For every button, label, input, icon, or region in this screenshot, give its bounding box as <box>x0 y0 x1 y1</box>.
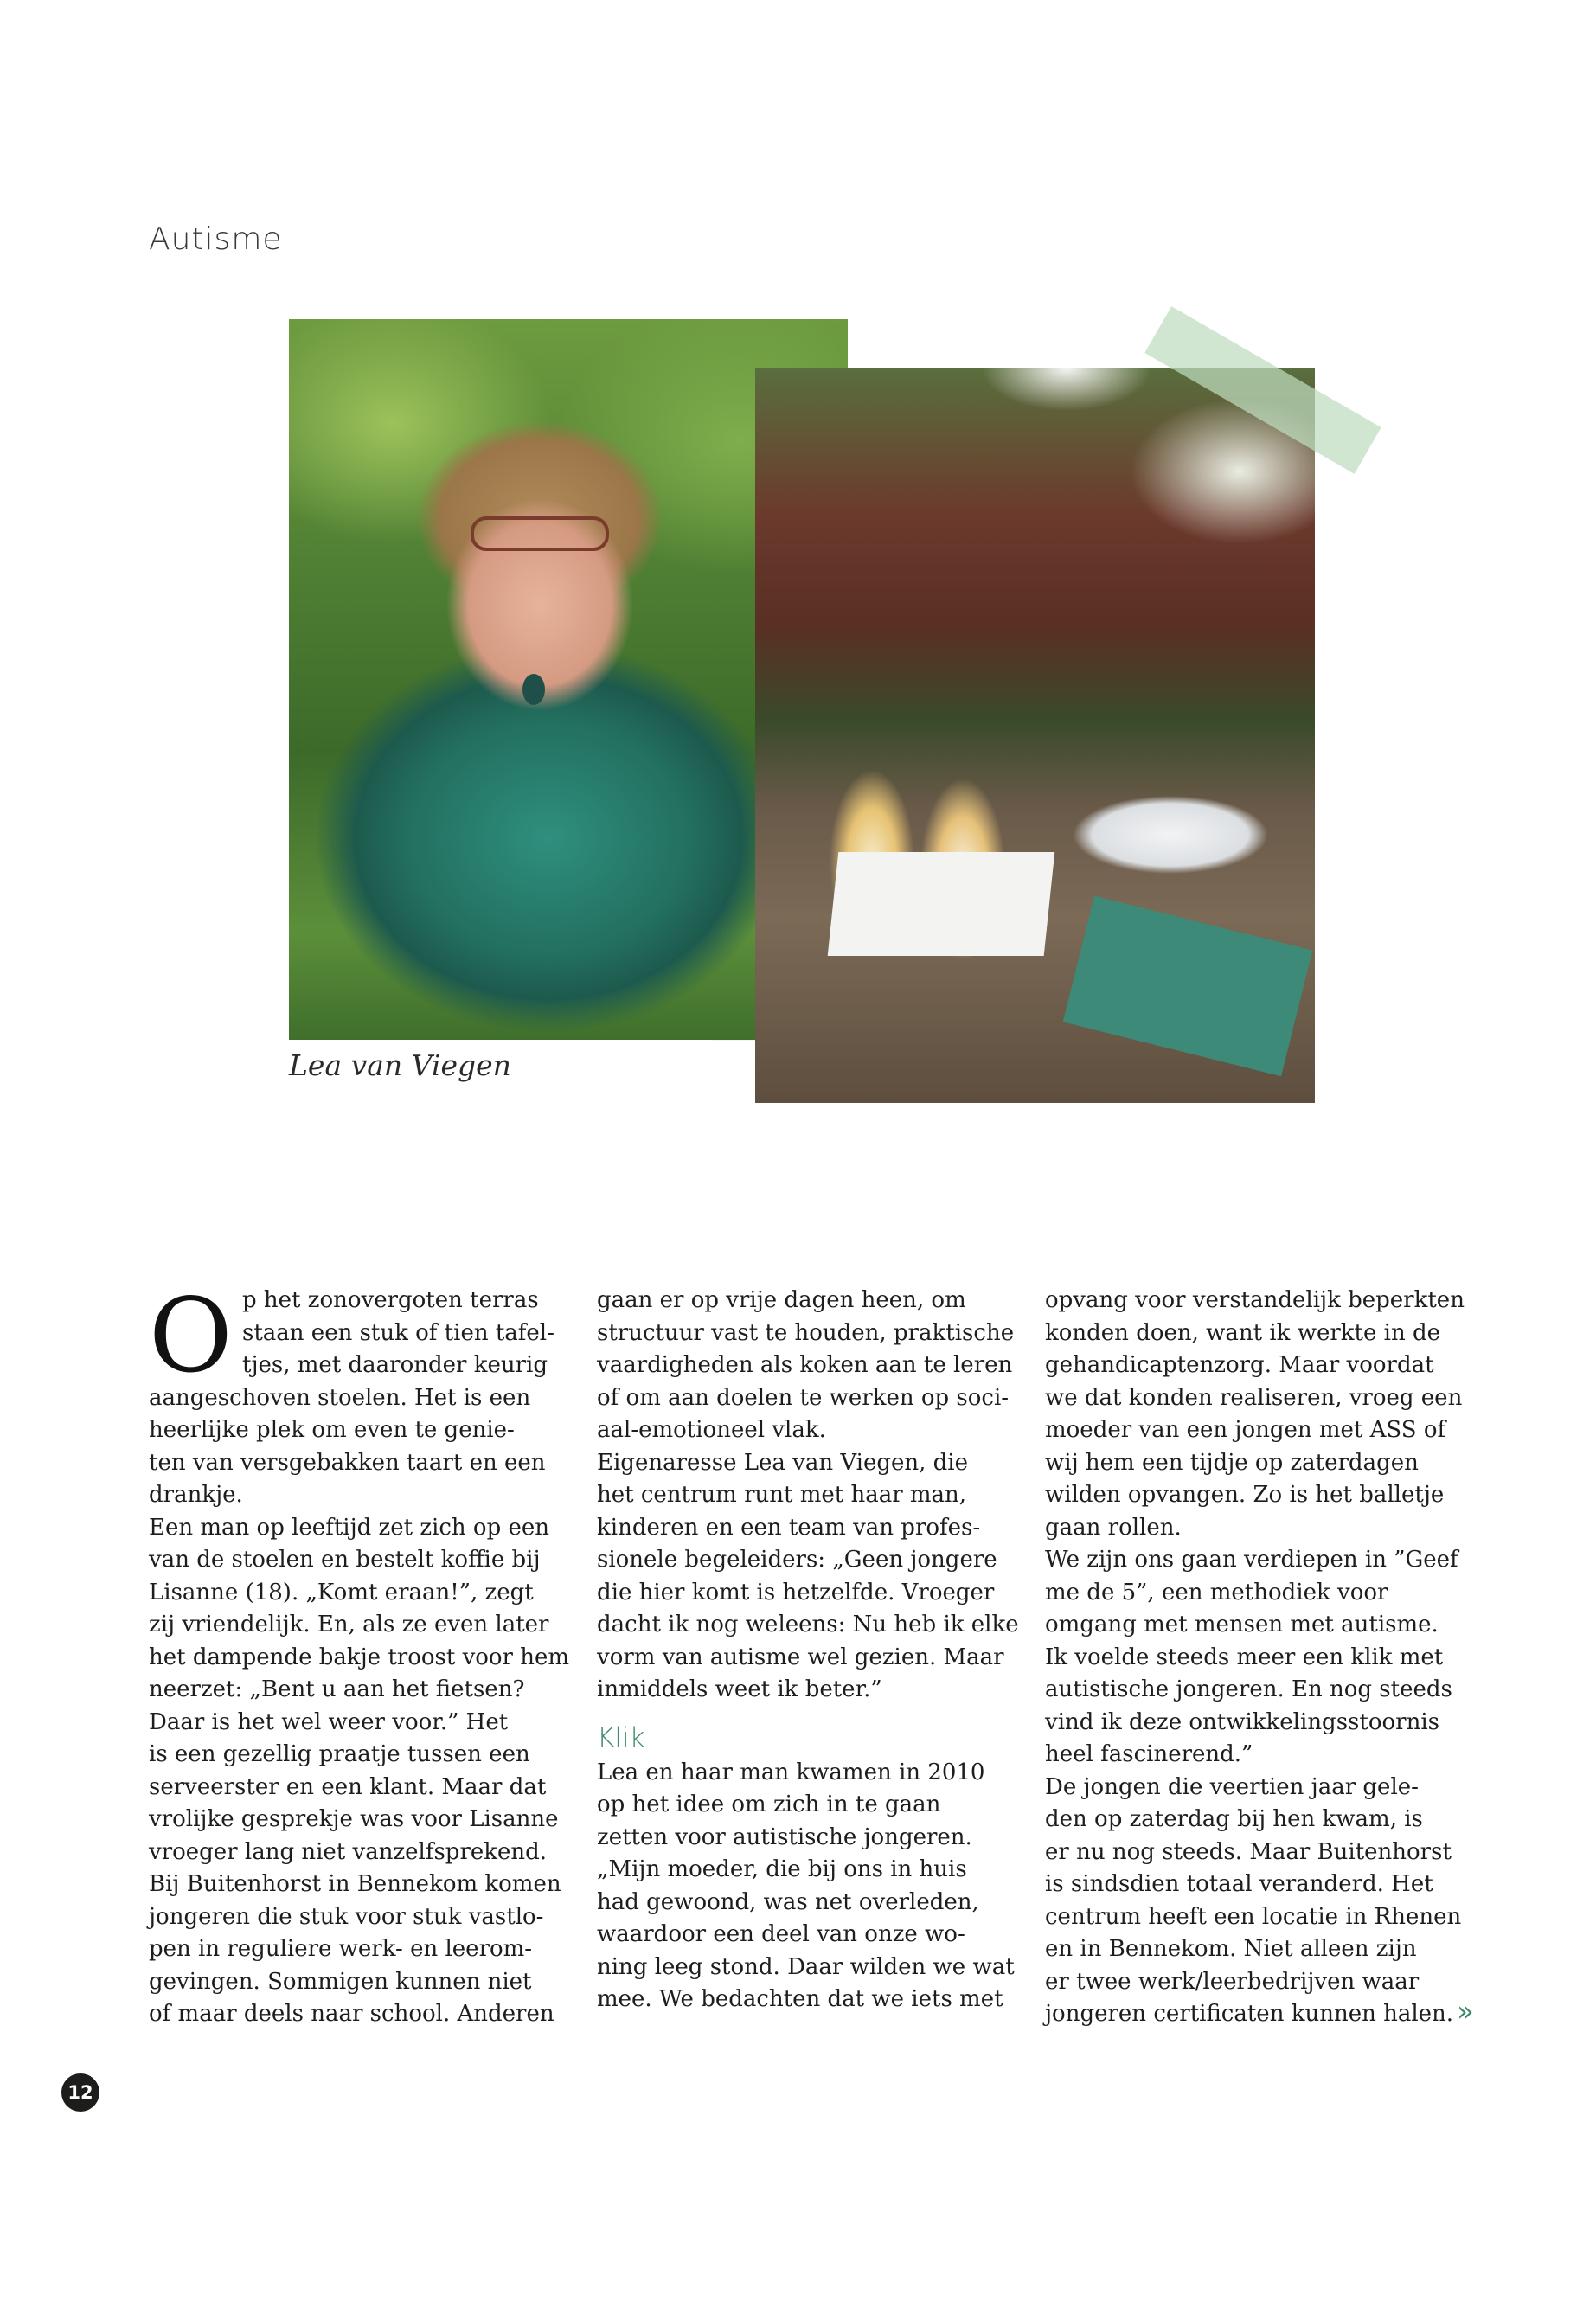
text-line: moeder van een jongen met ASS of <box>1045 1417 1446 1443</box>
text-line: die hier komt is hetzelfde. Vroeger <box>597 1579 995 1606</box>
text-line: Eigenaresse Lea van Viegen, die <box>597 1449 969 1476</box>
glasses-detail <box>471 516 609 551</box>
text-line: wilden opvangen. Zo is het balletje <box>1045 1482 1445 1508</box>
text-line: op het idee om zich in te gaan <box>597 1791 941 1817</box>
text-line: tjes, met daaronder keurig <box>242 1352 548 1378</box>
text-line: drankje. <box>149 1482 243 1508</box>
text-line: zetten voor autistische jongeren. <box>597 1823 972 1850</box>
text-line: p het zonovergoten terras <box>242 1287 539 1313</box>
text-line: Lea en haar man kwamen in 2010 <box>597 1759 985 1785</box>
text-line: vind ik deze ontwikkelingsstoornis <box>1045 1708 1439 1735</box>
text-line: het centrum runt met haar man, <box>597 1482 967 1508</box>
text-line: opvang voor verstandelijk beperkten <box>1045 1287 1465 1313</box>
text-line: is sindsdien totaal veranderd. Het <box>1045 1871 1433 1897</box>
card-detail <box>1063 896 1313 1076</box>
text-line: pen in reguliere werk- en leerom- <box>149 1936 533 1962</box>
text-line: inmiddels weet ik beter.” <box>597 1676 882 1702</box>
text-line: staan een stuk of tien tafel- <box>242 1319 554 1346</box>
text-line: er nu nog steeds. Maar Buitenhorst <box>1045 1838 1452 1865</box>
text-line: konden doen, want ik werkte in de <box>1045 1319 1440 1346</box>
text-line: aal-emotioneel vlak. <box>597 1417 826 1443</box>
photo-caption: Lea van Viegen <box>289 1048 511 1082</box>
text-line: ning leeg stond. Daar wilden we wat <box>597 1953 1015 1980</box>
text-line: Ik voelde steeds meer een klik met <box>1045 1644 1444 1670</box>
text-line: Daar is het wel weer voor.” Het <box>149 1708 509 1735</box>
text-line: is een gezellig praatje tussen een <box>149 1741 530 1767</box>
text-line: gaan er op vrije dagen heen, om <box>597 1287 966 1313</box>
text-line: vorm van autisme wel gezien. Maar <box>597 1644 1004 1670</box>
text-line: vrolijke gesprekje was voor Lisanne <box>149 1806 559 1832</box>
text-line: heel fascinerend.” <box>1045 1741 1253 1767</box>
text-line: vaardigheden als koken aan te leren <box>597 1352 1013 1378</box>
subheading: Klik <box>597 1721 645 1753</box>
text-line: wij hem een tijdje op zaterdagen <box>1045 1449 1419 1476</box>
article-column-2 <box>597 1285 1019 2016</box>
text-line: heerlijke plek om even te genie- <box>149 1417 515 1443</box>
text-line: gevingen. Sommigen kunnen niet <box>149 1968 532 1995</box>
dropcap: O <box>149 1276 233 1395</box>
dessert-table-photo <box>755 368 1315 1103</box>
text-line: Bij Buitenhorst in Bennekom komen <box>149 1871 561 1897</box>
text-line: ten van versgebakken taart en een <box>149 1449 546 1476</box>
last-line-text: jongeren certificaten kunnen halen. <box>1045 2001 1454 2027</box>
text-line: Een man op leeftijd zet zich op een <box>149 1514 550 1541</box>
text-line: gehandicaptenzorg. Maar voordat <box>1045 1352 1434 1378</box>
text-line: kinderen en een team van profes- <box>597 1514 981 1541</box>
text-line-last <box>1045 1995 1474 2031</box>
text-line: De jongen die veertien jaar gele- <box>1045 1773 1419 1800</box>
section-label: Autisme <box>149 221 283 257</box>
text-line: gaan rollen. <box>1045 1514 1182 1541</box>
text-line: we dat konden realiseren, vroeg een <box>1045 1384 1463 1411</box>
text-line: of om aan doelen te werken op soci- <box>597 1384 1010 1411</box>
text-line: waardoor een deel van onze wo- <box>597 1921 965 1947</box>
text-line: serveerster en een klant. Maar dat <box>149 1773 547 1800</box>
text-line: den op zaterdag bij hen kwam, is <box>1045 1806 1423 1832</box>
text-line: of maar deels naar school. Anderen <box>149 2001 554 2027</box>
text-line: We zijn ons gaan verdiepen in ”Geef <box>1045 1547 1458 1573</box>
article-column-3 <box>1045 1285 1474 2031</box>
text-line: dacht ik nog weleens: Nu heb ik elke <box>597 1612 1019 1638</box>
text-line: mee. We bedachten dat we iets met <box>597 1986 1003 2012</box>
text-line: vroeger lang niet vanzelfsprekend. <box>149 1838 548 1865</box>
text-line: „Mijn moeder, die bij ons in huis <box>597 1856 967 1882</box>
text-line: en in Bennekom. Niet alleen zijn <box>1045 1936 1417 1962</box>
text-line: zij vriendelijk. En, als ze even later <box>149 1612 549 1638</box>
plate-detail <box>828 852 1055 956</box>
pendant-detail <box>522 674 545 705</box>
text-line: Lisanne (18). „Komt eraan!”, zegt <box>149 1579 534 1606</box>
text-line: er twee werk/leerbedrijven waar <box>1045 1968 1420 1995</box>
text-line: aangeschoven stoelen. Het is een <box>149 1384 531 1411</box>
text-line: jongeren die stuk voor stuk vastlo- <box>149 1903 544 1930</box>
text-line: sionele begeleiders: „Geen jongere <box>597 1547 997 1573</box>
text-line: centrum heeft een locatie in Rhenen <box>1045 1903 1462 1930</box>
text-line: van de stoelen en bestelt koffie bij <box>149 1547 541 1573</box>
text-line: had gewoond, was net overleden, <box>597 1888 979 1915</box>
continue-arrow-icon: » <box>1457 1995 1474 2028</box>
text-line: autistische jongeren. En nog steeds <box>1045 1676 1452 1702</box>
text-line: het dampende bakje troost voor hem <box>149 1644 570 1670</box>
page-number: 12 <box>61 2073 99 2112</box>
text-line: me de 5”, een methodiek voor <box>1045 1579 1388 1606</box>
text-line: neerzet: „Bent u aan het fietsen? <box>149 1676 525 1702</box>
article-column-1 <box>149 1276 570 2031</box>
text-line: omgang met mensen met autisme. <box>1045 1612 1439 1638</box>
text-line: structuur vast te houden, praktische <box>597 1319 1015 1346</box>
